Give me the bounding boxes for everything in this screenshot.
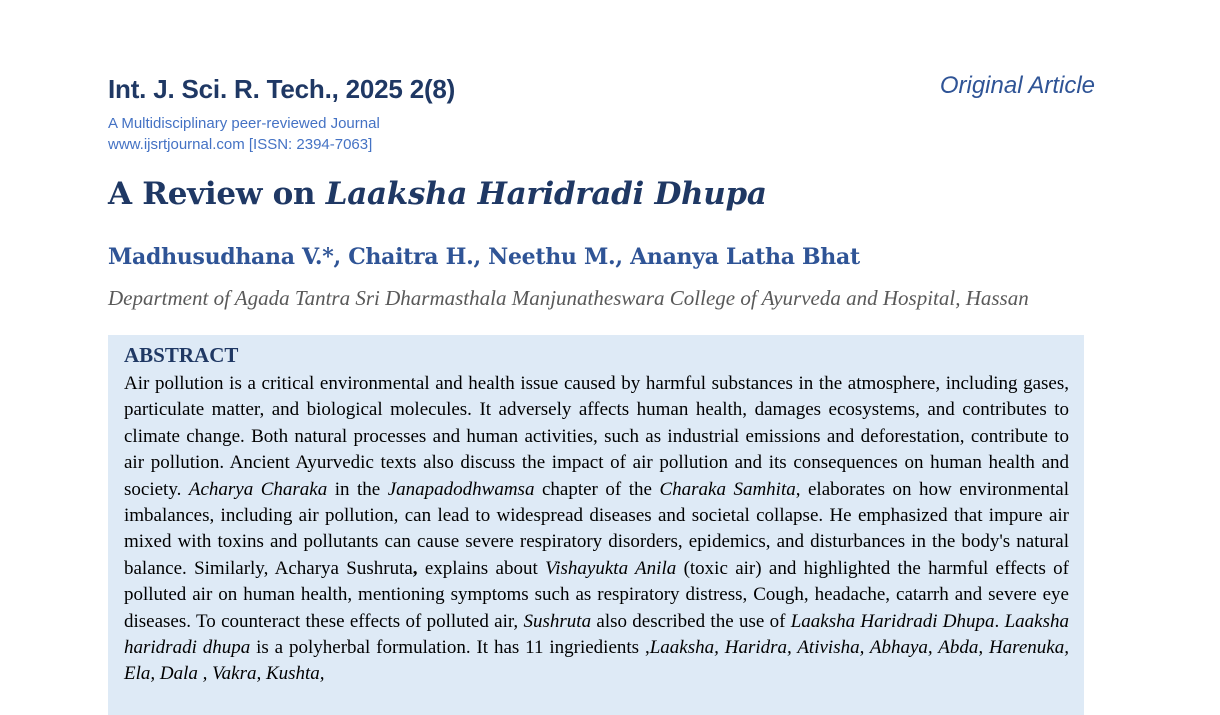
journal-description: A Multidisciplinary peer-reviewed Journal: [108, 115, 380, 132]
abstract-body: [124, 371, 1069, 688]
abstract-text-segment: (toxic air) and highlighted the harmful effects of polluted air on human health, mentioning symptoms such as respiratory distress, Cough, headache, catarrh and severe eye diseases. To counteract these effects of polluted air,: [124, 557, 1069, 632]
author-affiliation: Department of Agada Tantra Sri Dharmasthala Manjunatheswara College of Ayurveda and Hospital, Hassan: [108, 286, 1029, 310]
abstract-text-segment-italic: Acharya Charaka: [188, 478, 328, 500]
paper-title-italic: Laaksha Haridradi Dhupa: [325, 176, 767, 212]
abstract-text-segment: .: [994, 610, 1005, 632]
abstract-text-segment-italic: Janapadodhwamsa: [387, 478, 535, 500]
paper-title-prefix: A Review on: [108, 176, 326, 212]
abstract-text-segment-italic: Sushruta: [523, 610, 592, 632]
abstract-section: [108, 335, 1084, 715]
abstract-text-segment-italic: Charaka Samhita: [659, 478, 796, 500]
abstract-text-segment: is a polyherbal formulation. It has 11 ingriedients ,: [250, 637, 650, 659]
abstract-text-segment-italic: Laaksha, Haridra, Ativisha, Abhaya, Abda, Harenuka, Ela, Dala , Vakra, Kushta,: [124, 637, 1069, 685]
journal-info: [108, 113, 380, 155]
author-list: Madhusudhana V.*, Chaitra H., Neethu M., Ananya Latha Bhat: [108, 244, 860, 270]
abstract-text-segment: Air pollution is a critical environmental and health issue caused by harmful substances in the atmosphere, including gases, particulate matter, and biological molecules. It adversely affects human health, damages ecosystems, and contributes to climate change. Both natural processes and human activities, such as industrial emissions and deforestation, contribute to air pollution. Ancient Ayurvedic texts also discuss the impact of air pollution and its consequences on human health and society.: [124, 373, 1069, 500]
abstract-text-segment-italic: Laaksha Haridradi Dhupa: [790, 610, 995, 632]
abstract-text-segment: , elaborates on how environmental imbalances, including air pollution, can lead to widespread diseases and societal collapse. He emphasized that impure air mixed with toxins and pollutants can cause severe respiratory disorders, epidemics, and disturbances in the body's natural balance. Similarly, Acharya Sushruta: [124, 478, 1069, 579]
article-type-label: Original Article: [939, 72, 1095, 99]
paper-title: [108, 176, 767, 212]
journal-citation: Int. J. Sci. R. Tech., 2025 2(8): [108, 74, 456, 104]
abstract-text-segment-italic: Laaksha haridradi dhupa: [124, 610, 1069, 659]
abstract-text-segment: explains about: [417, 557, 546, 579]
abstract-heading: ABSTRACT: [124, 343, 239, 367]
abstract-text-segment-italic: Vishayukta Anila: [545, 557, 677, 579]
journal-website[interactable]: www.ijsrtjournal.com [ISSN: 2394-7063]: [108, 136, 373, 153]
abstract-text-segment: chapter of the: [534, 478, 660, 500]
abstract-text-segment: in the: [327, 478, 388, 500]
abstract-text-segment: ,: [412, 557, 418, 579]
abstract-text-segment: also described the use of: [591, 610, 791, 632]
